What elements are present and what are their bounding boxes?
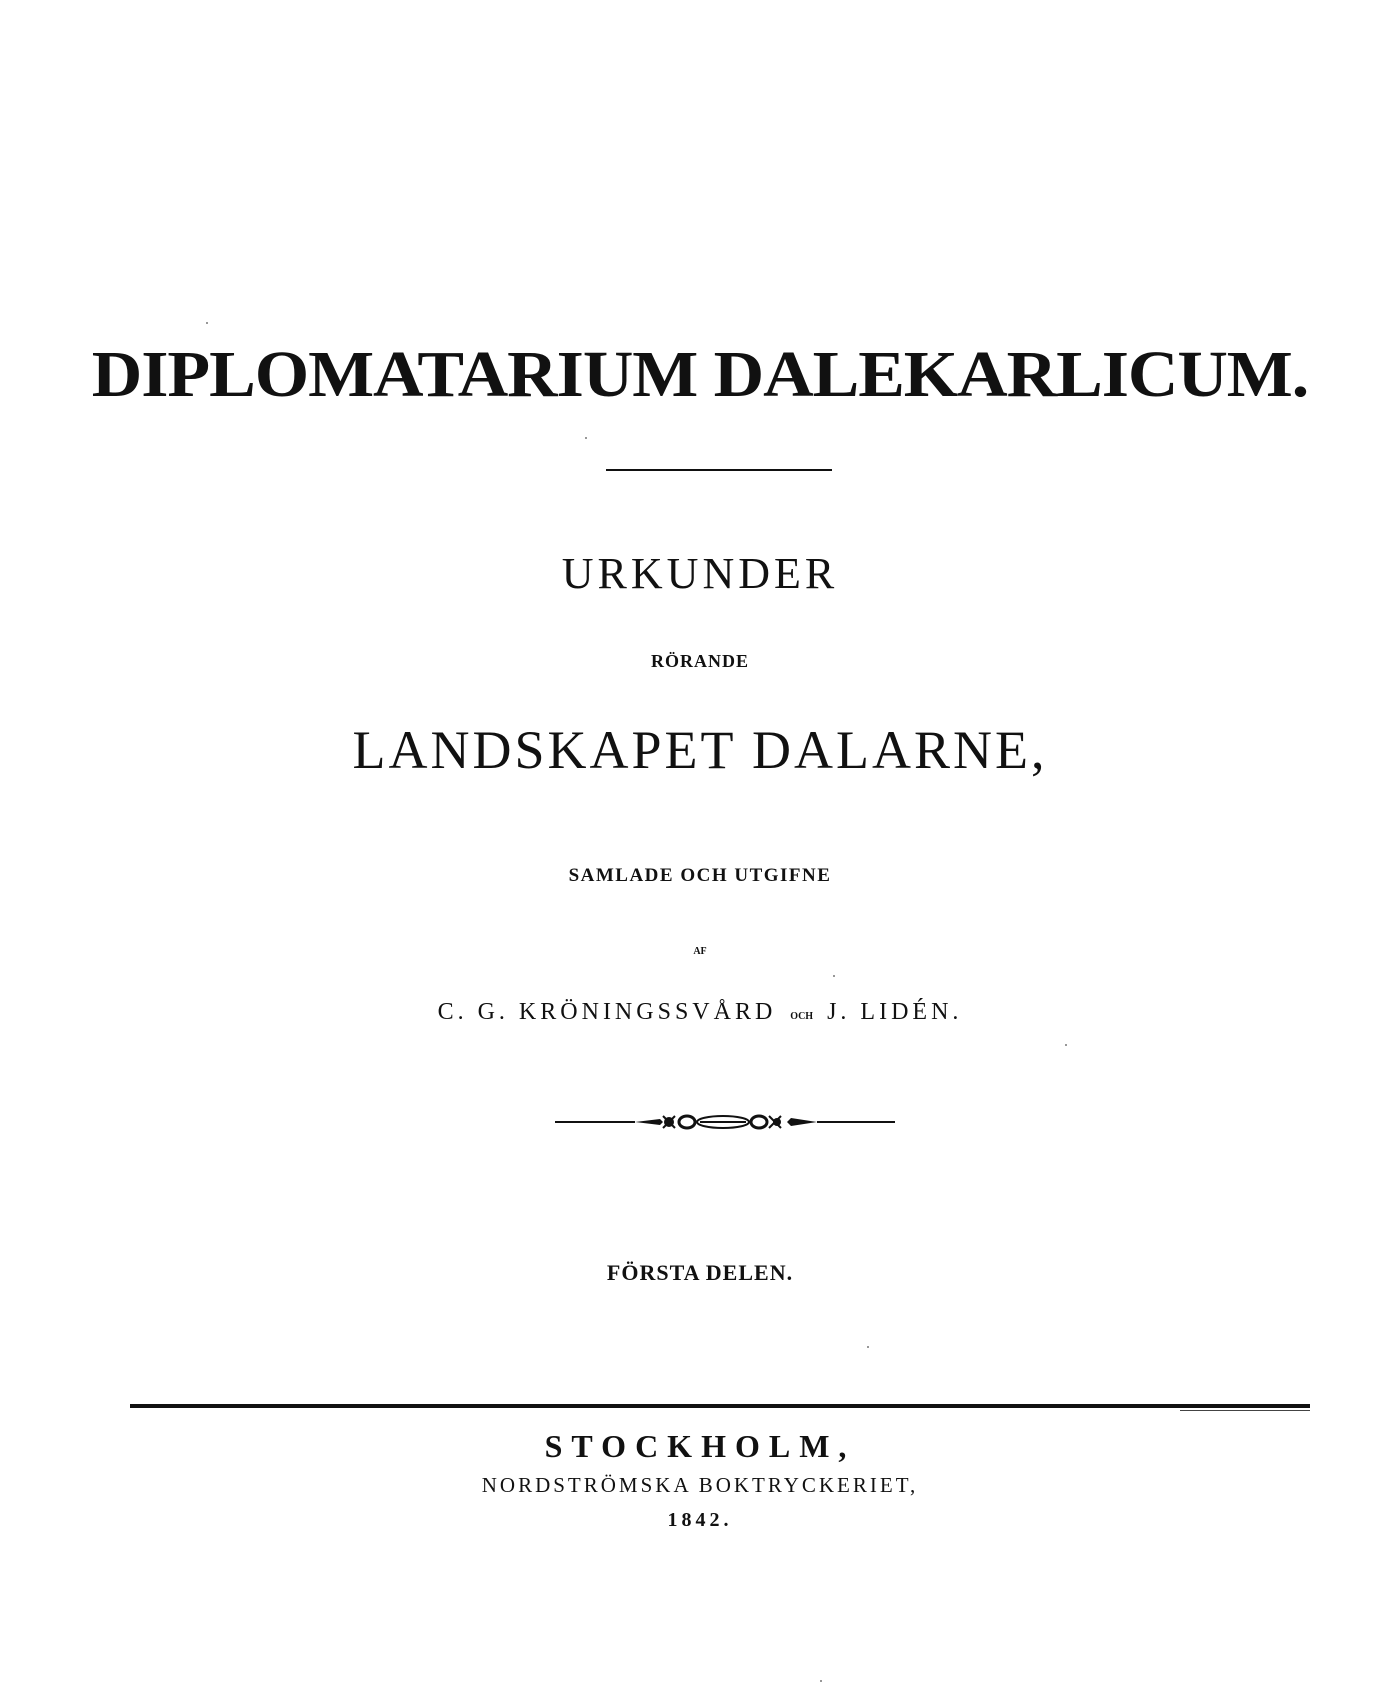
main-title: DIPLOMATARIUM DALEKARLICUM. xyxy=(91,338,1309,411)
paper-speck xyxy=(1065,1044,1067,1046)
title-rule xyxy=(606,469,832,471)
paper-speck xyxy=(867,1346,869,1348)
author-1: C. G. KRÖNINGSSVÅRD xyxy=(437,999,777,1025)
imprint-year: 1842. xyxy=(667,1509,733,1531)
imprint-printer: NORDSTRÖMSKA BOKTRYCKERIET, xyxy=(481,1473,919,1497)
subtitle: URKUNDER xyxy=(561,549,839,598)
paper-speck xyxy=(820,1680,822,1682)
author-2: J. LIDÉN. xyxy=(827,999,963,1025)
collected-text: SAMLADE OCH UTGIFNE xyxy=(568,865,832,886)
paper-speck xyxy=(585,437,587,439)
paper-speck xyxy=(833,975,835,977)
and-text: OCH xyxy=(790,1011,814,1022)
relating-text: RÖRANDE xyxy=(650,651,749,671)
by-text: AF xyxy=(693,946,707,957)
imprint-rule-tail xyxy=(1180,1410,1310,1411)
part-label: FÖRSTA DELEN. xyxy=(606,1260,794,1285)
authors-line xyxy=(0,1000,1400,1024)
region-title: LANDSKAPET DALARNE, xyxy=(352,720,1048,780)
ornament-icon xyxy=(555,1108,895,1136)
paper-speck xyxy=(206,322,208,324)
imprint-rule xyxy=(130,1404,1310,1408)
imprint-city: STOCKHOLM, xyxy=(544,1428,856,1464)
